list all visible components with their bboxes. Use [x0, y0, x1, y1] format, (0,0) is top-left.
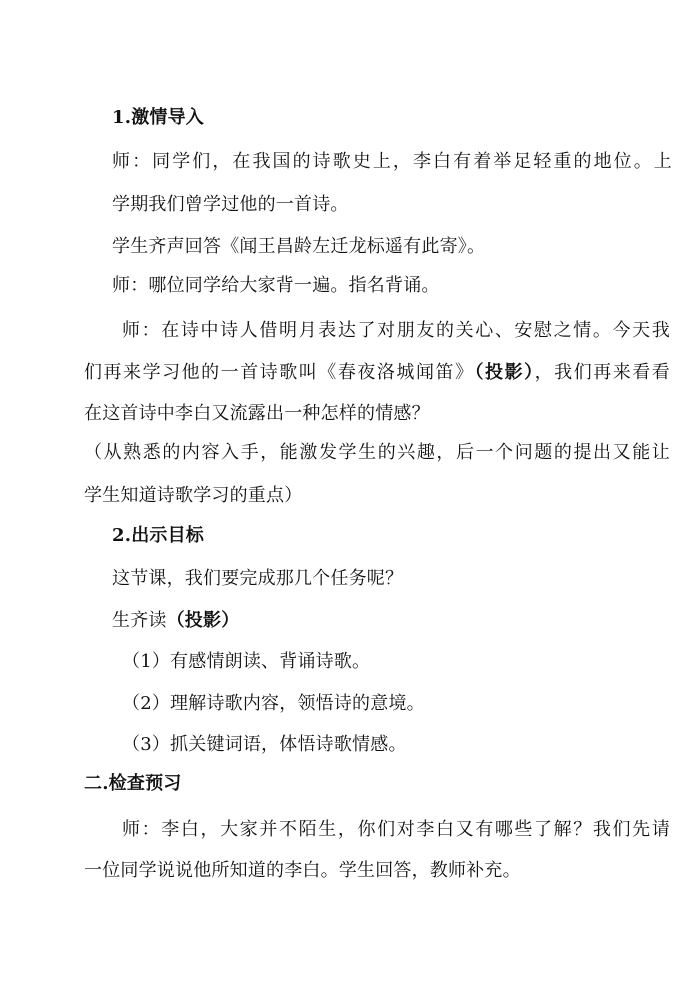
paragraph-line: 一位同学说说他所知道的李白。学生回答，教师补充。	[84, 860, 521, 881]
paragraph-line: 师：在诗中诗人借明月表达了对朋友的关心、安慰之情。今天我	[122, 320, 670, 341]
paragraph-text: 们再来学习他的一首诗歌叫《春夜洛城闻笛》	[84, 362, 475, 383]
paragraph-text: ，我们再来看看	[534, 362, 670, 383]
section-heading-2-text: 出示目标	[131, 525, 205, 546]
paragraph-line: 学生齐声回答《闻王昌龄左迁龙标遥有此寄》。	[112, 236, 486, 257]
paragraph-line: 这节课，我们要完成那几个任务呢？	[112, 568, 404, 589]
paragraph-line: （从熟悉的内容入手，能激发学生的兴趣，后一个问题的提出又能让	[84, 442, 670, 463]
paragraph-line	[84, 361, 670, 385]
section-heading-1-number: 1.	[112, 107, 132, 128]
paragraph-line: 学生知道诗歌学习的重点）	[84, 485, 303, 506]
section-heading-1-text: 激情导入	[131, 107, 205, 128]
paragraph-line: 师：同学们，在我国的诗歌史上，李白有着举足轻重的地位。上	[112, 151, 672, 172]
paragraph-line: 师：哪位同学给大家背一遍。指名背诵。	[112, 275, 440, 296]
projection-note: （投影）	[166, 610, 240, 631]
section-heading-2	[112, 524, 204, 548]
paragraph-text: 生齐读	[112, 610, 167, 631]
projection-note: （投影）	[474, 362, 535, 383]
goal-item: （2）理解诗歌内容，领悟诗的意境。	[122, 693, 425, 714]
section-heading-3: 二.检查预习	[84, 773, 182, 794]
paragraph-line	[112, 609, 239, 633]
section-heading-1	[112, 106, 204, 130]
section-heading-2-number: 2.	[112, 525, 132, 546]
paragraph-line: 在这首诗中李白又流露出一种怎样的情感？	[84, 403, 430, 424]
paragraph-line: 学期我们曾学过他的一首诗。	[112, 194, 349, 215]
goal-item: （1）有感情朗读、背诵诗歌。	[122, 651, 371, 672]
paragraph-line: 师：李白，大家并不陌生，你们对李白又有哪些了解？我们先请	[122, 819, 670, 840]
goal-item: （3）抓关键词语，体悟诗歌情感。	[122, 734, 407, 755]
